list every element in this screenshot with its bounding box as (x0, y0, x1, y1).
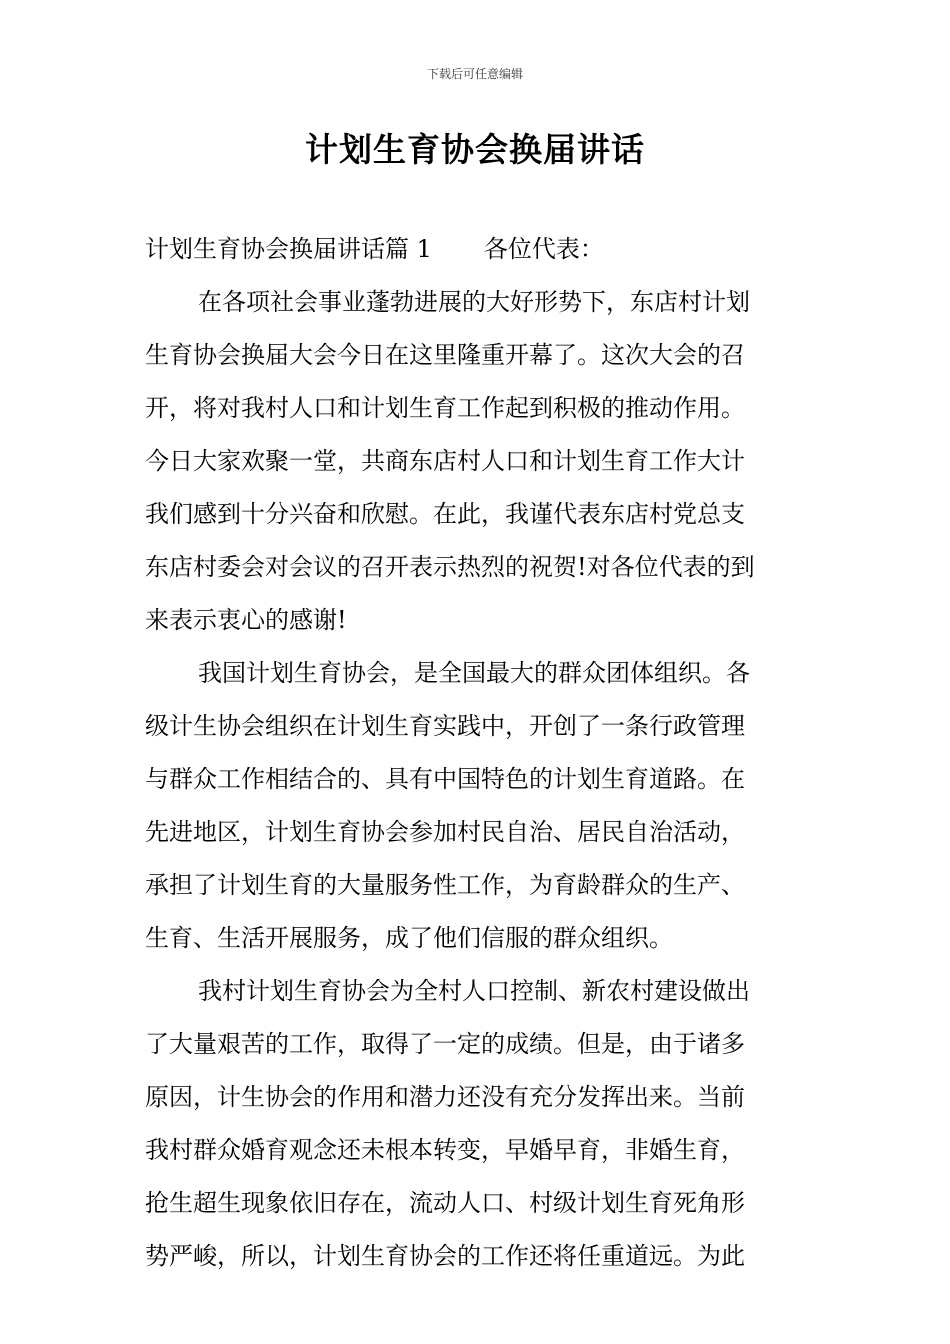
text-line: 级计生协会组织在计划生育实践中，开创了一条行政管理 (145, 712, 745, 740)
text-line: 原因，计生协会的作用和潜力还没有充分发挥出来。当前 (145, 1083, 745, 1111)
text-line: 我国计划生育协会，是全国最大的群众团体组织。各 (198, 659, 750, 687)
salutation: 各位代表： (483, 235, 604, 263)
page-header-note: 下载后可任意编辑 (426, 67, 523, 81)
text-line: 了大量艰苦的工作，取得了一定的成绩。但是，由于诸多 (145, 1030, 745, 1058)
intro-line (145, 227, 805, 280)
paragraph-lines (145, 280, 805, 1287)
text-line: 先进地区，计划生育协会参加村民自治、居民自治活动， (145, 818, 745, 846)
text-line: 生育、生活开展服务，成了他们信服的群众组织。 (145, 924, 673, 952)
text-line: 我村群众婚育观念还未根本转变，早婚早育，非婚生育， (145, 1136, 745, 1164)
document-title: 计划生育协会换届讲话 (305, 130, 645, 169)
text-line: 抢生超生现象依旧存在，流动人口、村级计划生育死角形 (145, 1189, 745, 1217)
section-heading: 计划生育协会换届讲话篇 1 (145, 235, 432, 263)
text-line: 今日大家欢聚一堂，共商东店村人口和计划生育工作大计 (145, 447, 745, 475)
text-line: 开，将对我村人口和计划生育工作起到积极的推动作用。 (145, 394, 745, 422)
text-line: 我们感到十分兴奋和欣慰。在此，我谨代表东店村党总支 (145, 500, 745, 528)
document-body (145, 227, 805, 1287)
text-line: 承担了计划生育的大量服务性工作，为育龄群众的生产、 (145, 871, 745, 899)
text-line: 与群众工作相结合的、具有中国特色的计划生育道路。在 (145, 765, 745, 793)
text-line: 势严峻，所以，计划生育协会的工作还将任重道远。为此 (145, 1242, 745, 1270)
text-line: 生育协会换届大会今日在这里隆重开幕了。这次大会的召 (145, 341, 745, 369)
text-line: 来表示衷心的感谢! (145, 606, 347, 634)
text-line: 东店村委会对会议的召开表示热烈的祝贺!对各位代表的到 (145, 553, 755, 581)
text-line: 我村计划生育协会为全村人口控制、新农村建设做出 (198, 977, 750, 1005)
text-line: 在各项社会事业蓬勃进展的大好形势下，东店村计划 (198, 288, 750, 316)
